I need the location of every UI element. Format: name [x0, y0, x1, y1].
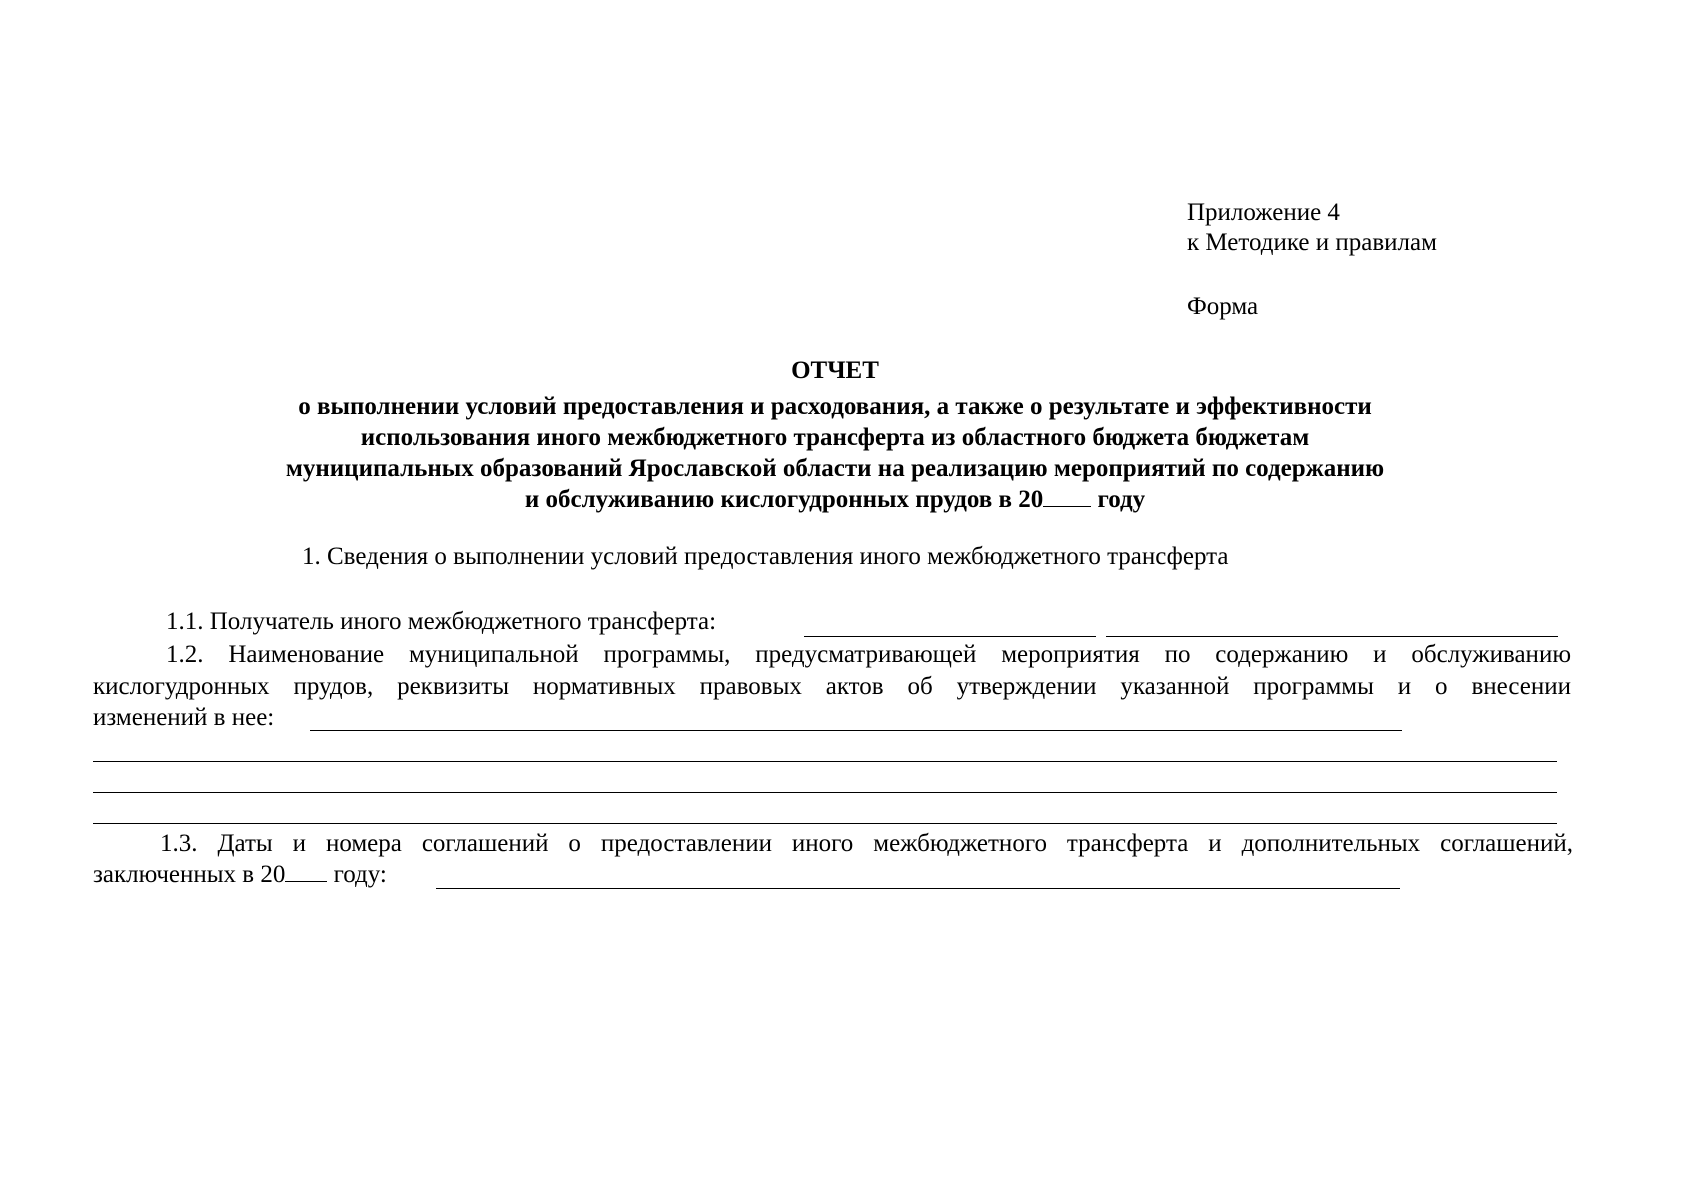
title-line-4	[150, 484, 1520, 515]
program-blank-1[interactable]	[310, 730, 1402, 731]
item-1-3-line-2-year-word: году:	[333, 861, 387, 888]
section-1-heading: 1. Сведения о выполнении условий предоставления иного межбюджетного трансферта	[302, 543, 1229, 570]
program-blank-2[interactable]	[93, 761, 1557, 762]
agreement-year-blank[interactable]	[285, 880, 327, 882]
title-line-3: муниципальных образований Ярославской области на реализацию мероприятий по содержанию	[285, 455, 1385, 482]
title-line-4-year-word: году	[1097, 486, 1146, 513]
item-1-2-line-3: изменений в нее:	[93, 704, 275, 731]
title-line-2: использования иного межбюджетного трансферта из областного бюджета бюджетам	[360, 424, 1310, 451]
title-line-4-text: и обслуживанию кислогудронных прудов в 20	[524, 486, 1044, 513]
item-1-3-line-1: 1.3. Даты и номера соглашений о предоставлении иного межбюджетного трансферта и дополнительных соглашений,	[160, 830, 1573, 857]
appendix-number: Приложение 4	[1187, 199, 1340, 226]
item-1-3-line-2	[93, 860, 387, 890]
item-1-2-line-1: 1.2. Наименование муниципальной программы, предусматривающей мероприятия по содержанию и обслуживанию	[166, 641, 1571, 668]
title-line-1: о выполнении условий предоставления и расходования, а также о результате и эффективности	[298, 393, 1372, 420]
appendix-reference	[1187, 198, 1437, 258]
recipient-blank-1[interactable]	[804, 636, 1096, 637]
report-title	[150, 355, 1520, 515]
form-label: Форма	[1187, 293, 1259, 320]
item-1-3-line-2-text: заключенных в 20	[93, 861, 286, 888]
item-1-1-label: 1.1. Получатель иного межбюджетного трансферта:	[166, 608, 717, 635]
recipient-blank-2[interactable]	[1106, 636, 1558, 637]
agreements-blank[interactable]	[436, 888, 1400, 889]
program-blank-3[interactable]	[93, 792, 1557, 793]
item-1-2-line-2: кислогудронных прудов, реквизиты нормативных правовых актов об утверждении указанной программы и о внесении	[93, 673, 1571, 700]
program-blank-4[interactable]	[93, 823, 1557, 824]
title-main: ОТЧЕТ	[791, 357, 879, 384]
year-blank[interactable]	[1043, 505, 1091, 507]
appendix-document: к Методике и правилам	[1187, 229, 1437, 256]
